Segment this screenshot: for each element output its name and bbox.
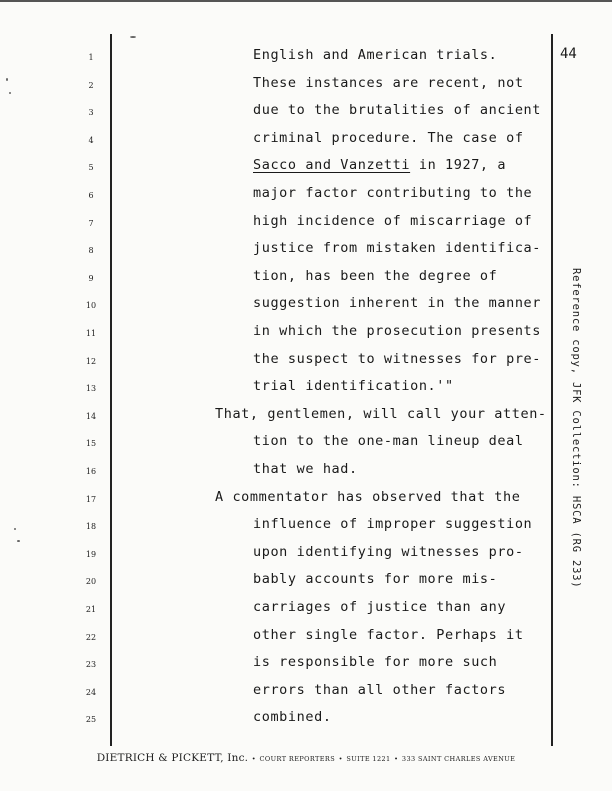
transcript-line — [253, 240, 541, 256]
transcript-line — [253, 130, 524, 146]
footer-separator: • — [394, 755, 399, 763]
transcript-line — [253, 682, 506, 698]
line-number: 16 — [85, 467, 97, 476]
left-margin-rule — [110, 34, 112, 746]
line-number: 4 — [88, 135, 94, 145]
scan-speck — [17, 540, 20, 542]
scan-speck — [130, 36, 136, 38]
line-text: that we had. — [253, 461, 358, 477]
line-number: 17 — [85, 494, 97, 504]
line-text: tion to the one-man lineup deal — [253, 433, 524, 450]
line-text: is responsible for more such — [253, 654, 498, 671]
transcript-line — [253, 599, 506, 615]
line-text: bably accounts for more mis- — [253, 571, 498, 588]
line-number: 19 — [85, 549, 97, 559]
transcript-line — [253, 268, 497, 284]
line-number: 7 — [88, 218, 94, 228]
transcript-line — [253, 571, 497, 587]
transcript-line — [253, 516, 532, 532]
line-number: 18 — [85, 522, 97, 532]
line-text: in 1927, a — [410, 157, 507, 174]
line-number: 13 — [85, 384, 97, 394]
transcript-line — [253, 627, 524, 643]
transcript-line — [253, 709, 332, 725]
line-text: criminal procedure. The case of — [253, 129, 524, 146]
line-number: 6 — [88, 191, 94, 200]
line-text: suggestion inherent in the manner — [253, 295, 542, 312]
line-text: justice from mistaken identifica- — [253, 240, 542, 257]
line-number: 24 — [85, 687, 97, 697]
line-number: 12 — [85, 356, 97, 366]
line-text: trial identification.'" — [253, 378, 454, 395]
line-number: 21 — [85, 605, 97, 614]
line-number: 23 — [85, 660, 97, 670]
transcript-line — [253, 323, 541, 339]
line-text: carriages of justice than any — [253, 599, 507, 615]
transcript-line — [253, 157, 506, 173]
line-text: major factor contributing to the — [253, 185, 533, 201]
footer-separator: • — [251, 755, 256, 763]
transcript-line — [253, 295, 541, 311]
right-margin-rule — [551, 34, 553, 746]
archive-reference-note: Reference copy, JFK Collection: HSCA (RG 233) — [570, 268, 582, 589]
transcript-line — [253, 351, 541, 367]
footer-suite: SUITE 1221 — [346, 755, 391, 763]
line-text: That, gentlemen, will call your atten- — [215, 405, 547, 422]
top-edge-rule — [0, 0, 612, 2]
line-number: 14 — [85, 411, 97, 421]
line-number: 15 — [85, 439, 97, 449]
transcript-line — [215, 489, 520, 505]
line-number: 5 — [88, 163, 94, 173]
page-number: 44 — [560, 46, 577, 62]
line-number: 20 — [85, 577, 97, 587]
transcript-line — [253, 47, 497, 63]
transcript-line — [253, 433, 524, 449]
line-number: 1 — [88, 53, 94, 62]
transcript-line — [253, 654, 497, 670]
line-text: high incidence of miscarriage of — [253, 212, 533, 229]
transcript-line — [253, 213, 532, 229]
transcript-line — [253, 544, 524, 560]
line-text: English and American trials. — [253, 47, 498, 63]
footer-role: COURT REPORTERS — [259, 755, 336, 763]
line-number: 10 — [85, 301, 97, 311]
footer-company: DIETRICH & PICKETT, Inc. — [96, 752, 249, 764]
line-text: combined. — [253, 709, 332, 726]
line-text: other single factor. Perhaps it — [253, 626, 524, 643]
line-text: upon identifying witnesses pro- — [253, 543, 524, 560]
court-reporter-footer — [0, 752, 612, 764]
case-name-underlined: Sacco and Vanzetti — [253, 157, 411, 174]
line-text: These instances are recent, not — [253, 74, 524, 91]
transcript-line — [215, 406, 547, 422]
line-number: 22 — [85, 632, 97, 642]
line-number: 2 — [88, 80, 94, 90]
footer-address: 333 SAINT CHARLES AVENUE — [401, 755, 516, 763]
transcript-line — [253, 75, 524, 91]
transcript-line — [253, 185, 532, 201]
transcript-line — [253, 461, 358, 477]
line-text: tion, has been the degree of — [253, 267, 498, 284]
scan-speck — [9, 92, 11, 94]
scan-speck — [6, 78, 8, 81]
line-number: 3 — [88, 108, 94, 118]
line-text: influence of improper suggestion — [253, 516, 533, 533]
transcript-line — [253, 102, 541, 118]
line-text: in which the prosecution presents — [253, 323, 542, 339]
scan-speck — [14, 528, 16, 530]
footer-separator: • — [338, 755, 343, 763]
line-text: errors than all other factors — [253, 681, 507, 698]
line-text: due to the brutalities of ancient — [253, 102, 542, 119]
transcript-line — [253, 378, 454, 394]
line-number: 25 — [85, 715, 97, 725]
line-text: the suspect to witnesses for pre- — [253, 350, 542, 367]
line-number: 9 — [88, 273, 94, 283]
line-number: 8 — [88, 246, 94, 256]
line-number: 11 — [85, 329, 97, 338]
line-text: A commentator has observed that the — [215, 488, 521, 505]
